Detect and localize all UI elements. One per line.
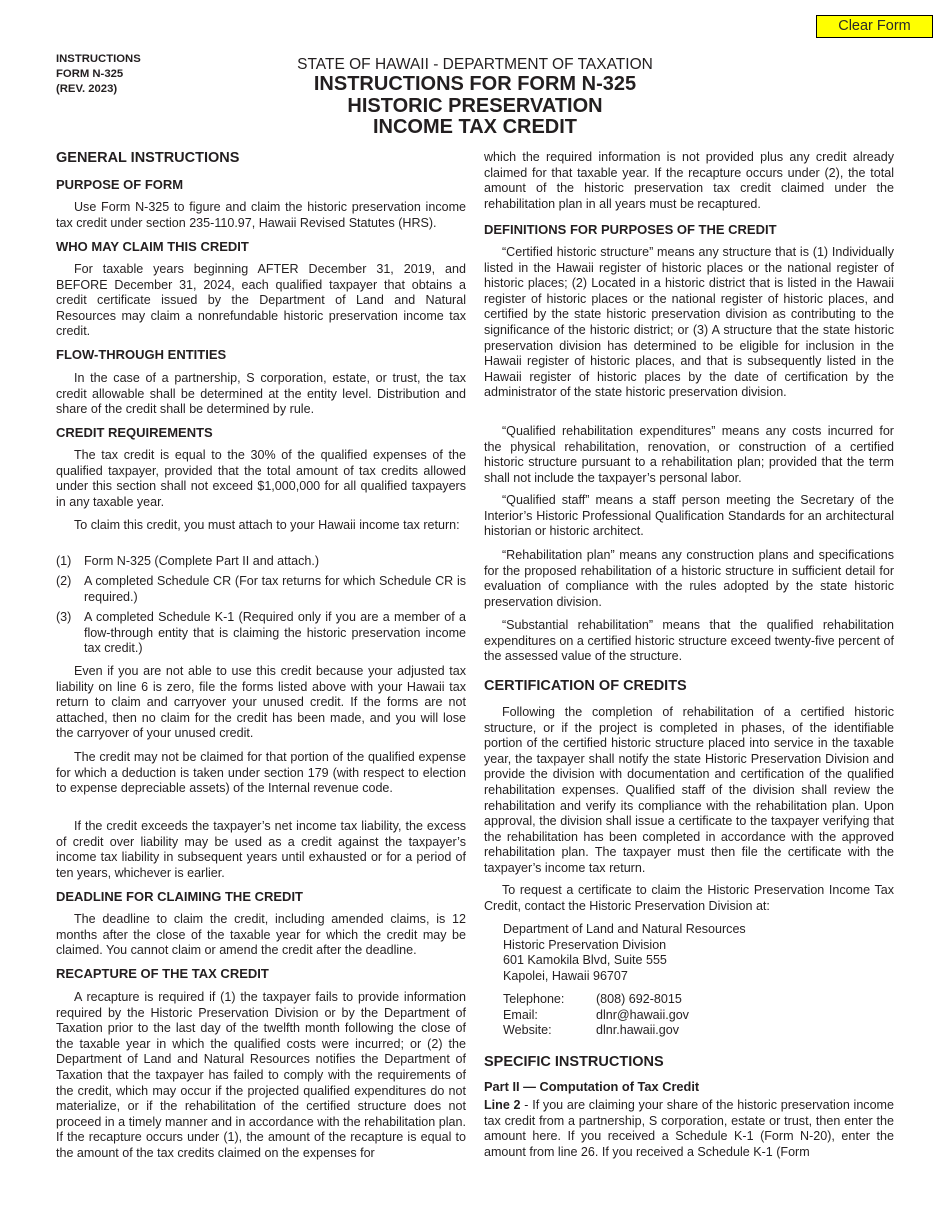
purpose-text: Use Form N-325 to figure and claim the historic preservation income tax credit under section 235-110.97, Hawaii Revised Statutes (HRS). (56, 200, 466, 230)
recapture-text-continued: which the required information is not provided plus any credit already claimed for that taxable year. If the recapture occurs under (2), the total amount of the historic preservation tax credit claimed under the rehabilitation plan in all years must be recaptured. (484, 150, 894, 211)
page-title: INCOME TAX CREDIT (372, 116, 578, 138)
division-address (503, 922, 893, 984)
specific-instructions-heading: SPECIFIC INSTRUCTIONS (484, 1054, 664, 1070)
contact-row (503, 1023, 893, 1039)
contact-info (503, 992, 893, 1039)
page-title: HISTORIC PRESERVATION (347, 94, 603, 117)
general-instructions-heading: GENERAL INSTRUCTIONS (56, 150, 240, 166)
credit-requirements-text: Even if you are not able to use this credit because your adjusted tax liability on line 6 is zero, file the forms listed above with your Hawaii tax return to claim and carryover your unused credit. If the forms are not attached, then no claim for the credit has been made, and you will lose the carryover of your unused credit. (56, 664, 466, 741)
certification-text: Following the completion of rehabilitation of a certified historic structure, or if the project is completed in phases, of the identifiable portion of the certified historic structure placed into service in the taxable year, the taxpayer shall notify the state Historic Preservation Division and provide the division with documentation and certification of the qualified rehabilitation expenses. Qualified staff of the division shall review the rehabilitation and verify its compliance with the rehabilitation plan. Upon approval, the division shall issue a certificate to the taxpayer verifying that the rehabilitation has been completed in accordance with the approved rehabilitation plan. The taxpayer must then file the certificate with the taxpayer’s income tax return. (484, 705, 894, 875)
clear-form-button[interactable]: Clear Form (816, 15, 933, 38)
credit-requirements-text: If the credit exceeds the taxpayer’s net income tax liability, the excess of credit over liability may be used as a credit against the taxpayer’s income tax liability in subsequent years until exhausted or for a period of ten years, whichever is earlier. (56, 819, 466, 880)
form-id-line: FORM N-325 (56, 68, 124, 80)
contact-label: Telephone: (503, 992, 565, 1006)
who-may-claim-text: For taxable years beginning AFTER December 31, 2019, and BEFORE December 31, 2024, each qualified taxpayer that obtains a credit certificate issued by the Department of Land and Natural Resources may claim a nonrefundable historic preservation income tax credit. (56, 262, 466, 339)
address-line: Historic Preservation Division (503, 937, 667, 952)
credit-requirements-text: The tax credit is equal to the 30% of the qualified expenses of the qualified taxpayer, provided that the total amount of tax credits allowed under this section shall not exceed $1,000,000 for all qualified taxpayers in any taxable year. (56, 448, 466, 509)
purpose-heading: PURPOSE OF FORM (56, 177, 184, 192)
line-2-text (484, 1098, 894, 1160)
list-number: (2) (56, 574, 72, 588)
part-ii-heading: Part II — Computation of Tax Credit (484, 1079, 700, 1094)
definition-text: “Certified historic structure” means any structure that is (1) Individually listed in the Hawaii register of historic places or the national register of historic places; (2) Located in a historic district that is listed in the Hawaii register of historic places or the national register of historic places, and certified by the state historic preservation division as contributing to the significance of the historic district; or (3) A structure that the state historic preservation division has determined to be eligible for inclusion in the Hawaii register of historic places, and that is subsequently listed in the Hawaii register of historic places by the date of certification by the administrator of the state historic preservation division. (484, 245, 894, 400)
credit-requirements-text: The credit may not be claimed for that portion of the qualified expense for which a deduction is taken under section 179 (with respect to election to expense depreciable assets) of the Internal revenue code. (56, 750, 466, 796)
agency-name: STATE OF HAWAII - DEPARTMENT OF TAXATION (297, 56, 653, 73)
contact-label: Website: (503, 1023, 552, 1038)
form-identifier (56, 52, 141, 97)
list-number: (1) (56, 554, 72, 568)
list-text: Form N-325 (Complete Part II and attach.) (84, 554, 319, 568)
address-line: Department of Land and Natural Resources (503, 922, 746, 936)
list-item (56, 574, 466, 605)
certification-text: To request a certificate to claim the Historic Preservation Income Tax Credit, contact the Historic Preservation Division at: (484, 883, 894, 913)
flow-through-heading: FLOW-THROUGH ENTITIES (56, 347, 227, 362)
recapture-text: A recapture is required if (1) the taxpayer fails to provide information required by the Historic Preservation Division or by the Department of Taxation prior to the last day of the twelfth month following the close of the taxable year in which the qualified costs were incurred; or (2) the Department of Land and Natural Resources notifies the Department of Taxation that the taxpayer has failed to comply with the requirements of the credit, which may occur if the projected qualified expenditures do not materialize, or if the rehabilitation of the certified structure does not proceed in a timely manner and in accordance with the rehabilitation plan. If the recapture occurs under (1), the amount of the recapture is equal to the amount of the tax credits claimed on the expenses for (56, 990, 466, 1160)
credit-requirements-text: To claim this credit, you must attach to your Hawaii income tax return: (74, 518, 460, 532)
address-line: Kapolei, Hawaii 96707 (503, 968, 628, 983)
list-number: (3) (56, 610, 72, 624)
page-header (250, 56, 700, 139)
contact-row (503, 992, 893, 1008)
recapture-heading: RECAPTURE OF THE TAX CREDIT (56, 966, 269, 981)
email-value: dlnr@hawaii.gov (596, 1007, 689, 1022)
credit-requirements-heading: CREDIT REQUIREMENTS (56, 425, 213, 440)
list-item (56, 554, 466, 570)
definition-text: “Rehabilitation plan” means any construction plans and specifications for the proposed rehabilitation of a historic structure in sufficient detail for evaluation of compliance with the rules adopted by the state historic preservation division. (484, 548, 894, 609)
telephone-value: (808) 692-8015 (596, 992, 682, 1006)
definition-text: “Qualified staff” means a staff person meeting the Secretary of the Interior’s Historic Professional Qualification Standards for an architectural historian or historic architect. (484, 493, 894, 539)
address-line: 601 Kamokila Blvd, Suite 555 (503, 953, 667, 968)
list-text: A completed Schedule K-1 (Required only if you are a member of a flow-through entity that is claiming the historic preservation income tax credit.) (84, 610, 466, 656)
definitions-heading: DEFINITIONS FOR PURPOSES OF THE CREDIT (484, 222, 777, 237)
certification-heading: CERTIFICATION OF CREDITS (484, 678, 687, 694)
form-id-line: (REV. 2023) (56, 83, 118, 95)
definition-text: “Substantial rehabilitation” means that the qualified rehabilitation expenditures on a certified historic structure exceed twenty-five percent of the assessed value of the structure. (484, 618, 894, 664)
contact-label: Email: (503, 1007, 538, 1022)
deadline-text: The deadline to claim the credit, including amended claims, is 12 months after the close of the taxable year for which the credit may be claimed. You cannot claim or amend the credit after the deadline. (56, 912, 466, 958)
list-item (56, 610, 466, 657)
line-2-body: - If you are claiming your share of the historic preservation income tax credit from a partnership, S corporation, estate or trust, then enter the amount here. If you received a Schedule K-1 (Form N-20), enter the amount from line 26. If you received a Schedule K-1 (Form (484, 1098, 894, 1159)
page-title: INSTRUCTIONS FOR FORM N-325 (313, 73, 637, 95)
list-text: A completed Schedule CR (For tax returns for which Schedule CR is required.) (84, 574, 466, 604)
flow-through-text: In the case of a partnership, S corporation, estate, or trust, the tax credit allowable shall be determined at the entity level. Distribution and share of the credit shall be determined by rule. (56, 371, 466, 417)
deadline-heading: DEADLINE FOR CLAIMING THE CREDIT (56, 889, 303, 904)
who-may-claim-heading: WHO MAY CLAIM THIS CREDIT (56, 239, 249, 254)
website-value: dlnr.hawaii.gov (596, 1023, 680, 1038)
form-id-line: INSTRUCTIONS (56, 53, 141, 65)
definition-text: “Qualified rehabilitation expenditures” means any costs incurred for the physical rehabilitation, renovation, or construction of a certified historic structure pursuant to a rehabilitation plan; provided that the term shall not include the taxpayer’s personal labor. (484, 424, 894, 485)
contact-row (503, 1008, 893, 1024)
line-2-label: Line 2 (484, 1098, 521, 1112)
